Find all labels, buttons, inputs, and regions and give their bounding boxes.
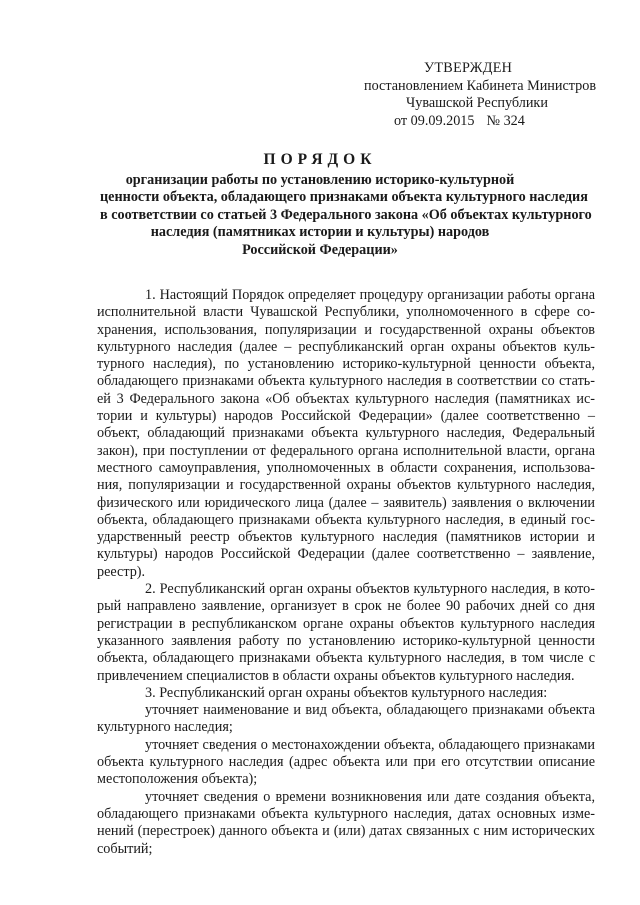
paragraph-line: 1. Настоящий Порядок определяет процедуру организации работы органа xyxy=(145,287,595,303)
paragraph-line: указанного заявления работу по установлению историко-культурной ценности xyxy=(97,632,595,649)
approval-line-resolution: постановлением Кабинета Министров xyxy=(364,77,597,94)
paragraph-line: рый направлено заявление, организует в срок не более 90 рабочих дней со дня xyxy=(97,598,595,615)
paragraph xyxy=(97,685,595,702)
approval-block xyxy=(364,60,604,130)
paragraph-line: объекта, обладающего признаками объекта культурного наследия, в том числе с xyxy=(97,650,595,667)
paragraph-line: турного наследия), по установлению историко-культурной ценности объекта, xyxy=(97,356,595,373)
paragraph-line: ударственный реестр объектов культурного наследия (памятников истории и xyxy=(97,529,595,546)
paragraph-line: 2. Республиканский орган охраны объектов культурного наследия, в кото- xyxy=(145,581,595,598)
approval-heading: УТВЕРЖДЕН xyxy=(424,60,513,76)
approval-date: от 09.09.2015 xyxy=(394,112,475,129)
paragraph-line: культурного наследия (далее – республиканский орган охраны объектов куль- xyxy=(97,338,595,355)
paragraph-line: уточняет сведения о местонахождении объекта, обладающего признаками xyxy=(145,736,595,753)
paragraph-line: уточняет наименование и вид объекта, обладающего признаками объекта xyxy=(145,702,595,719)
approval-line-republic: Чувашской Республики xyxy=(406,95,548,111)
paragraph-line: местного самоуправления, уполномоченных в области сохранения, использова- xyxy=(97,459,595,476)
paragraph-line: событий; xyxy=(97,840,153,857)
paragraph-line: объекта, обладающего признаками объекта культурного наследия, в единый гос- xyxy=(97,511,595,528)
paragraph xyxy=(97,287,595,581)
paragraph-line: ния, популяризации и государственной охраны объектов культурного наследия, xyxy=(97,477,595,494)
document-subtitle xyxy=(100,172,592,259)
paragraph xyxy=(97,789,595,858)
paragraph-line: исполнительной власти Чувашской Республики, уполномоченного в сфере со- xyxy=(97,304,595,321)
subtitle-line: Российской Федерации» xyxy=(242,241,398,258)
paragraph-line: 3. Республиканский орган охраны объектов культурного наследия: xyxy=(145,684,548,701)
paragraph-line: физического или юридического лица (далее – заявитель) заявления о включении xyxy=(97,494,595,511)
paragraph-line: обладающего признаками объекта культурного наследия, датах основных изме- xyxy=(97,805,595,822)
paragraph xyxy=(97,581,595,685)
paragraph-line: нений (перестроек) данного объекта и (или) датах связанных с ним исторических xyxy=(97,823,595,840)
paragraph-line: регистрации в республиканском органе охраны объектов культурного наследия xyxy=(97,615,595,632)
document-body xyxy=(97,287,595,858)
paragraph-line: культурного наследия; xyxy=(97,719,233,736)
paragraph-line: местоположения объекта); xyxy=(97,771,258,788)
approval-number: № 324 xyxy=(486,112,525,129)
approval-line-date xyxy=(364,113,604,131)
paragraph-line: объекта культурного наследия (адрес объекта или при его отсутствии описание xyxy=(97,754,595,771)
paragraph-line: хранения, использования, популяризации и государственной охраны объектов xyxy=(97,321,595,338)
subtitle-line: в соответствии со статьей 3 Федерального закона «Об объектах культурного xyxy=(100,206,592,223)
paragraph-line: закон), при поступлении от федерального органа исполнительной власти, органа xyxy=(97,442,595,459)
paragraph-line: тории и культуры) народов Российской Федерации» (далее соответственно – xyxy=(97,408,595,425)
subtitle-line: наследия (памятниках истории и культуры) народов xyxy=(150,224,490,241)
paragraph-line: культуры) народов Российской Федерации (далее соответственно – заявление, xyxy=(97,546,595,563)
paragraph-line: ей 3 Федерального закона «Об объектах культурного наследия (памятниках ис- xyxy=(97,390,595,407)
subtitle-line: организации работы по установлению историко-культурной xyxy=(125,172,515,188)
paragraph-line: привлечением специалистов в области охраны объектов культурного наследия. xyxy=(97,667,575,684)
paragraph-line: объект, обладающий признаками объекта культурного наследия, Федеральный xyxy=(97,425,595,442)
paragraph-line: обладающего признаками объекта культурного наследия в соответствии со стать- xyxy=(97,373,595,390)
paragraph xyxy=(97,737,595,789)
paragraph-line: уточняет сведения о времени возникновения или дате создания объекта, xyxy=(145,788,595,805)
paragraph xyxy=(97,702,595,737)
document-title: ПОРЯДОК xyxy=(263,151,377,168)
subtitle-line: ценности объекта, обладающего признаками объекта культурного наследия xyxy=(100,189,588,206)
paragraph-line: реестр). xyxy=(97,563,146,580)
